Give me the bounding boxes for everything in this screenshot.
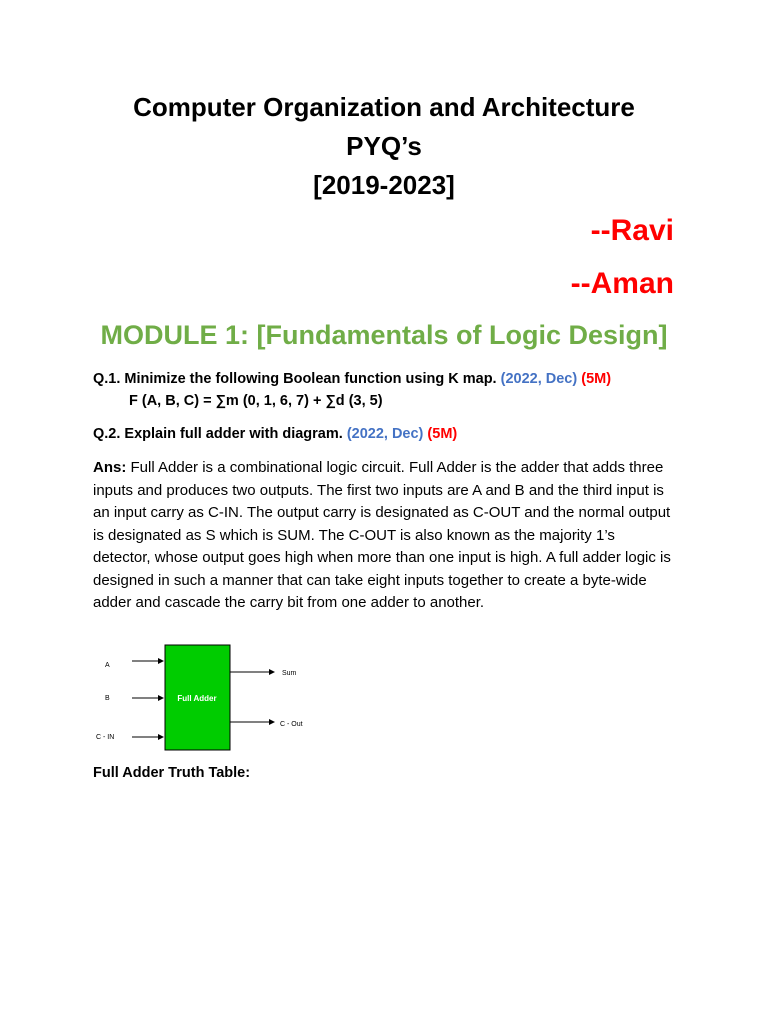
input-label-c-in: C - IN — [96, 734, 115, 741]
question-1 — [93, 371, 611, 387]
input-label-b: B — [105, 695, 110, 702]
title-line-2: PYQ’s — [346, 131, 422, 161]
question-1-text: Q.1. Minimize the following Boolean function using K map. — [93, 371, 497, 387]
full-adder-block-label: Full Adder — [177, 694, 217, 703]
question-1-marks: (5M) — [581, 371, 612, 387]
question-2-text: Q.2. Explain full adder with diagram. — [93, 426, 343, 442]
question-1-formula: F (A, B, C) = ∑m (0, 1, 6, 7) + ∑d (3, 5) — [129, 393, 383, 409]
document-title — [0, 88, 768, 205]
answer-body: Full Adder is a combinational logic circuit. Full Adder is the adder that adds three inputs and produces two outputs. The first two inputs are A and B and the third input is an input carry as C-IN. The output carry is designated as C-OUT and the normal output is designated as S which is SUM. The C-OUT is also known as the majority 1’s detector, whose output goes high when more than one input is high. A full adder logic is designed in such a manner that can take eight inputs together to create a byte-wide adder and cascade the carry bit from one adder to another. — [93, 459, 671, 611]
output-label-sum: Sum — [282, 670, 297, 677]
question-2-year: (2022, Dec) — [346, 426, 424, 442]
module-heading: MODULE 1: [Fundamentals of Logic Design] — [100, 320, 668, 350]
output-label-c-out: C - Out — [280, 721, 303, 728]
answer-label: Ans: — [93, 459, 127, 476]
answer-paragraph — [93, 457, 673, 615]
author-ravi: --Ravi — [590, 214, 674, 247]
question-1-year: (2022, Dec) — [500, 371, 578, 387]
input-label-a: A — [105, 662, 110, 669]
full-adder-diagram — [92, 640, 322, 758]
title-line-3: [2019-2023] — [313, 170, 455, 200]
truth-table-heading: Full Adder Truth Table: — [93, 765, 251, 781]
author-aman: --Aman — [570, 267, 674, 300]
question-2-marks: (5M) — [427, 426, 458, 442]
question-2 — [93, 426, 457, 442]
title-line-1: Computer Organization and Architecture — [133, 92, 635, 122]
